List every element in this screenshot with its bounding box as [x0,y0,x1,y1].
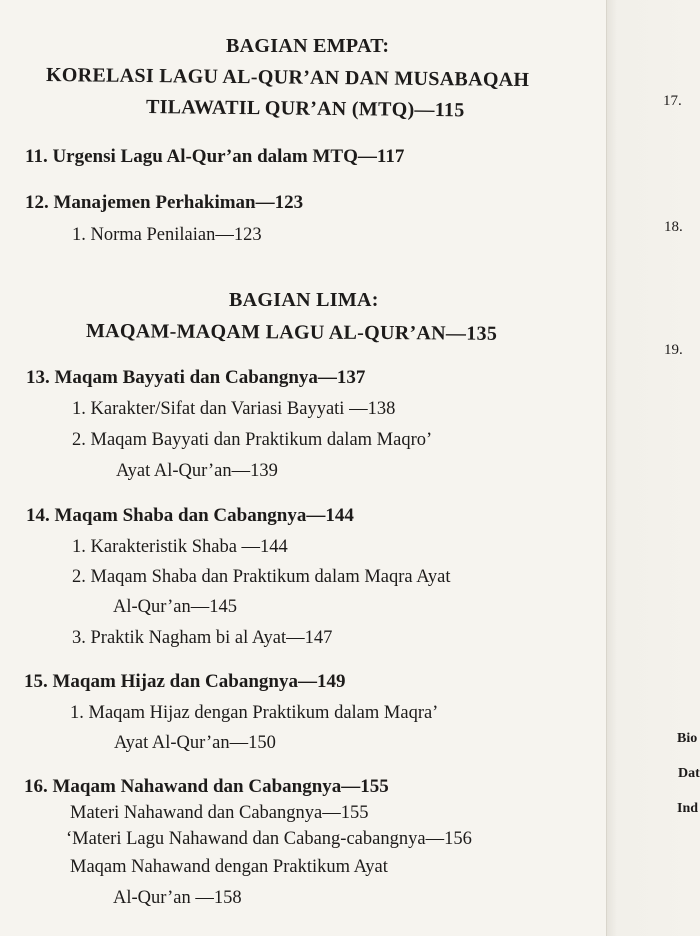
chapter-14-sub-1: 1. Karakteristik Shaba —144 [72,537,288,557]
chapter-12: 12. Manajemen Perhakiman—123 [25,192,304,213]
right-number-17: 17. [663,93,682,109]
chapter-15: 15. Maqam Hijaz dan Cabangnya—149 [24,671,346,692]
part-four-title-line1: KORELASI LAGU AL-QUR’AN DAN MUSABAQAH [45,64,530,92]
chapter-14-sub-2-cont: Al-Qur’an—145 [113,597,237,617]
right-fragment-ind: Ind [677,801,699,816]
chapter-13-sub-2-cont: Ayat Al-Qur’an—139 [116,461,278,481]
chapter-15-sub-1-cont: Ayat Al-Qur’an—150 [114,733,276,753]
part-five-title: MAQAM-MAQAM LAGU AL-QUR’AN—135 [85,320,498,345]
chapter-13-sub-1: 1. Karakter/Sifat dan Variasi Bayyati —138 [72,399,396,419]
chapter-16-sub-3: Maqam Nahawand dengan Praktikum Ayat [70,857,388,877]
chapter-16-sub-3-cont: Al-Qur’an —158 [113,888,242,908]
chapter-14-sub-2: 2. Maqam Shaba dan Praktikum dalam Maqra Ayat [72,567,451,587]
chapter-13-sub-2: 2. Maqam Bayyati dan Praktikum dalam Maqro’ [72,430,433,450]
part-four-heading: BAGIAN EMPAT: [226,35,390,57]
chapter-16-sub-1: Materi Nahawand dan Cabangnya—155 [70,803,369,823]
chapter-11: 11. Urgensi Lagu Al-Qur’an dalam MTQ—117 [25,146,405,167]
right-fragment-dat: Dat [678,766,700,781]
chapter-14: 14. Maqam Shaba dan Cabangnya—144 [26,505,354,526]
chapter-12-sub-1: 1. Norma Penilaian—123 [72,225,262,245]
right-number-18: 18. [664,219,683,235]
chapter-15-sub-1: 1. Maqam Hijaz dengan Praktikum dalam Maqra’ [70,703,439,723]
chapter-16: 16. Maqam Nahawand dan Cabangnya—155 [24,776,389,797]
chapter-16-sub-2: ‘Materi Lagu Nahawand dan Cabang-cabangnya—156 [66,829,472,849]
part-four-title-line2: TILAWATIL QUR’AN (MTQ)—115 [145,96,465,122]
chapter-13: 13. Maqam Bayyati dan Cabangnya—137 [26,367,366,388]
part-five-heading: BAGIAN LIMA: [229,289,379,311]
right-fragment-bio: Bio [677,731,698,746]
right-number-19: 19. [664,342,683,358]
right-page [606,0,700,936]
chapter-14-sub-3: 3. Praktik Nagham bi al Ayat—147 [72,628,333,648]
